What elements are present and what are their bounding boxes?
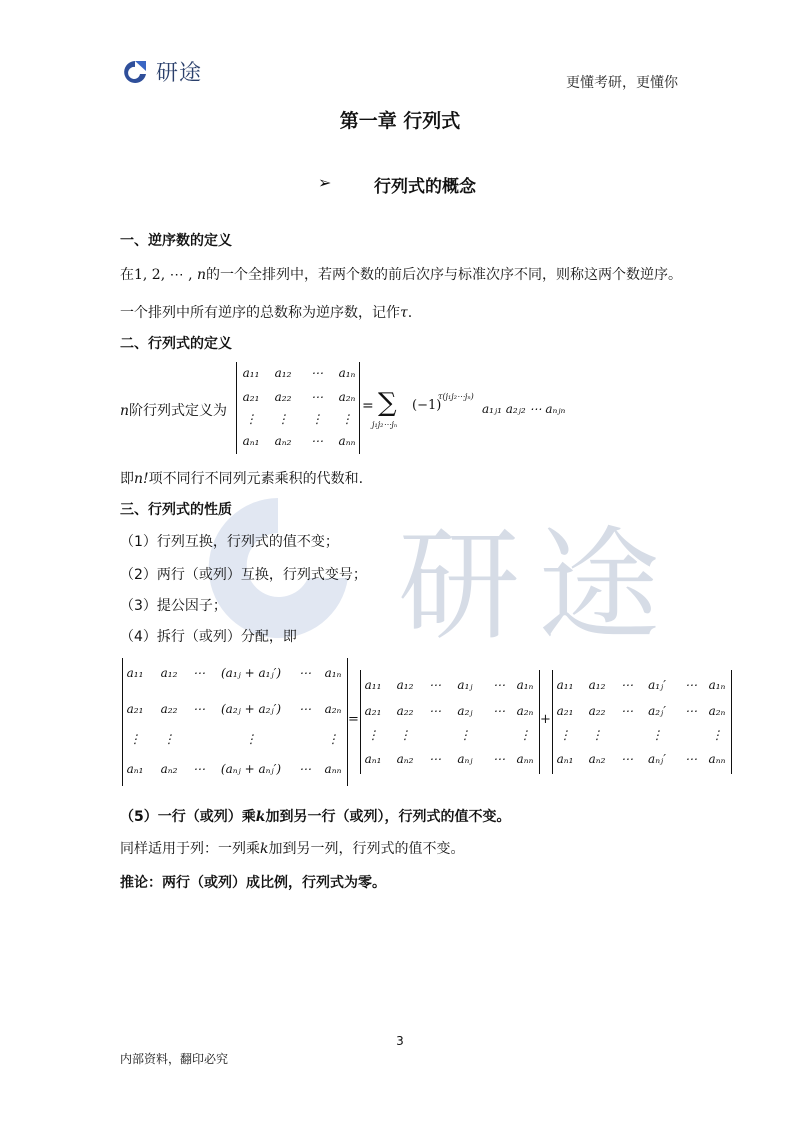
heading-inversion: 一、逆序数的定义 bbox=[120, 233, 232, 249]
matrix-entry: ⋯ bbox=[311, 434, 323, 448]
matrix-entry: ⋮ bbox=[245, 732, 257, 746]
matrix-entry: aₙ₂ bbox=[160, 762, 178, 776]
det-def-label bbox=[120, 400, 227, 420]
matrix-entry: ⋯ bbox=[429, 704, 441, 718]
matrix-entry: aₙₙ bbox=[324, 762, 342, 776]
property-item: （1）行列互换，行列式的值不变； bbox=[120, 534, 339, 550]
math-tau: τ bbox=[400, 305, 408, 321]
sign-exponent: τ(j₁j₂⋯jₙ) bbox=[438, 392, 474, 401]
matrix-entry: ⋯ bbox=[621, 678, 633, 692]
matrix-entry: ⋯ bbox=[685, 704, 697, 718]
matrix-entry: ⋮ bbox=[245, 412, 257, 426]
matrix-entry: ⋯ bbox=[493, 704, 505, 718]
matrix-entry: ⋮ bbox=[277, 412, 289, 426]
brand-logo bbox=[120, 56, 202, 87]
matrix-entry: a₂₁ bbox=[242, 390, 260, 404]
matrix-entry: ⋯ bbox=[299, 666, 311, 680]
matrix-entry: a₂₂ bbox=[160, 702, 178, 716]
page-number: 3 bbox=[396, 1034, 404, 1048]
matrix-entry: aₙ₂ bbox=[588, 752, 606, 766]
matrix-entry: a₂₂ bbox=[588, 704, 606, 718]
matrix-entry: ⋯ bbox=[621, 704, 633, 718]
matrix-entry: aₙ₁ bbox=[364, 752, 382, 766]
matrix-entry: ⋮ bbox=[327, 732, 339, 746]
matrix-entry: aₙⱼ′ bbox=[648, 752, 666, 766]
matrix-entry: a₂₁ bbox=[126, 702, 144, 716]
matrix-entry: ⋯ bbox=[193, 702, 205, 716]
matrix-entry: ⋯ bbox=[299, 762, 311, 776]
matrix-entry: ⋮ bbox=[129, 732, 141, 746]
matrix-entry: ⋯ bbox=[493, 752, 505, 766]
matrix-entry: ⋯ bbox=[311, 366, 323, 380]
matrix-entry: aₙ₁ bbox=[126, 762, 144, 776]
math-nfact: n! bbox=[134, 471, 149, 487]
property-item: （3）提公因子； bbox=[120, 598, 227, 614]
matrix-entry: ⋮ bbox=[459, 728, 471, 742]
matrix-entry: ⋯ bbox=[685, 752, 697, 766]
logo-text: 研途 bbox=[156, 61, 203, 86]
sum-index: j₁j₂⋯jₙ bbox=[372, 420, 398, 429]
matrix-entry: a₁ₙ bbox=[324, 666, 342, 680]
footer-note: 内部资料，翻印必究 bbox=[120, 1052, 229, 1066]
text: 即 bbox=[120, 471, 134, 487]
sign-term: (−1) bbox=[412, 398, 442, 413]
matrix-entry: a₁ₙ bbox=[338, 366, 356, 380]
property-item: （2）两行（或列）互换，行列式变号； bbox=[120, 567, 367, 583]
text: （5）一行（或列）乘 bbox=[120, 809, 256, 825]
matrix-entry: aₙ₁ bbox=[242, 434, 260, 448]
matrix-entry: (a₂ⱼ + a₂ⱼ′) bbox=[220, 702, 282, 716]
text: 一个排列中所有逆序的总数称为逆序数，记作 bbox=[120, 305, 400, 321]
matrix-entry: a₁₂ bbox=[588, 678, 606, 692]
matrix-entry: a₂ₙ bbox=[338, 390, 356, 404]
determinant-definition bbox=[236, 362, 360, 454]
matrix-entry: ⋮ bbox=[367, 728, 379, 742]
paragraph-inversion-count bbox=[120, 302, 412, 322]
matrix-entry: ⋯ bbox=[429, 752, 441, 766]
corollary: 推论：两行（或列）成比例，行列式为零。 bbox=[120, 875, 386, 891]
matrix-entry: a₂ⱼ bbox=[457, 704, 473, 718]
matrix-entry: ⋯ bbox=[429, 678, 441, 692]
section-bullet-icon: ➢ bbox=[318, 173, 332, 192]
matrix-entry: aₙ₂ bbox=[274, 434, 292, 448]
text: 的一个全排列中，若两个数的前后次序与标准次序不同，则称这两个数逆序。 bbox=[206, 267, 682, 283]
section-title: 行列式的概念 bbox=[374, 177, 476, 197]
matrix-entry: a₂₂ bbox=[396, 704, 414, 718]
determinant-split-right bbox=[552, 670, 732, 774]
matrix-entry: (aₙⱼ + aₙⱼ′) bbox=[220, 762, 282, 776]
matrix-entry: ⋮ bbox=[341, 412, 353, 426]
text: . bbox=[407, 305, 413, 321]
header-slogan: 更懂考研，更懂你 bbox=[566, 75, 678, 91]
matrix-entry: a₁ⱼ bbox=[457, 678, 473, 692]
math-k: k bbox=[260, 841, 269, 857]
matrix-entry: aₙₙ bbox=[338, 434, 356, 448]
matrix-entry: a₁₁ bbox=[126, 666, 144, 680]
matrix-entry: ⋮ bbox=[519, 728, 531, 742]
matrix-entry: aₙₙ bbox=[516, 752, 534, 766]
equals-sign: = bbox=[362, 398, 374, 414]
matrix-entry: a₁₁ bbox=[242, 366, 260, 380]
matrix-entry: a₂₂ bbox=[274, 390, 292, 404]
matrix-entry: a₁₂ bbox=[160, 666, 178, 680]
matrix-entry: a₂ₙ bbox=[516, 704, 534, 718]
math-n: n bbox=[196, 267, 206, 283]
matrix-entry: (a₁ⱼ + a₁ⱼ′) bbox=[220, 666, 282, 680]
equals-sign: = bbox=[348, 712, 359, 727]
matrix-entry: a₁₂ bbox=[274, 366, 292, 380]
text: 加到另一行（或列），行列式的值不变。 bbox=[265, 809, 511, 825]
paragraph-det-note bbox=[120, 468, 363, 488]
matrix-entry: a₁ₙ bbox=[708, 678, 726, 692]
matrix-entry: aₙ₁ bbox=[556, 752, 574, 766]
determinant-split-left bbox=[122, 658, 348, 786]
heading-properties: 三、行列式的性质 bbox=[120, 502, 232, 518]
matrix-entry: ⋮ bbox=[711, 728, 723, 742]
paragraph-same-for-columns bbox=[120, 838, 464, 858]
paragraph-inversion-def bbox=[120, 264, 682, 284]
matrix-entry: a₁ₙ bbox=[516, 678, 534, 692]
matrix-entry: aₙ₂ bbox=[396, 752, 414, 766]
matrix-entry: a₂ⱼ′ bbox=[648, 704, 666, 718]
chapter-title: 第一章 行列式 bbox=[339, 110, 461, 132]
determinant-split-mid bbox=[360, 670, 540, 774]
matrix-entry: ⋮ bbox=[591, 728, 603, 742]
matrix-entry: ⋯ bbox=[193, 762, 205, 776]
matrix-entry: ⋮ bbox=[399, 728, 411, 742]
text: 项不同行不同列元素乘积的代数和. bbox=[148, 471, 364, 487]
matrix-entry: a₁₂ bbox=[396, 678, 414, 692]
matrix-entry: ⋯ bbox=[193, 666, 205, 680]
matrix-entry: ⋮ bbox=[311, 412, 323, 426]
plus-sign: + bbox=[540, 712, 551, 727]
matrix-entry: ⋯ bbox=[685, 678, 697, 692]
matrix-entry: a₂₁ bbox=[364, 704, 382, 718]
sum-symbol: ∑ bbox=[378, 388, 397, 418]
matrix-entry: a₂₁ bbox=[556, 704, 574, 718]
math-k: k bbox=[255, 809, 266, 825]
watermark-text: 研途 bbox=[398, 515, 678, 657]
math-seq: 1, 2, ⋯ , bbox=[134, 267, 197, 283]
matrix-entry: ⋯ bbox=[311, 390, 323, 404]
matrix-entry: aₙⱼ bbox=[457, 752, 473, 766]
text: 阶行列式定义为 bbox=[129, 403, 228, 419]
matrix-entry: a₁ⱼ′ bbox=[648, 678, 666, 692]
math-n: n bbox=[120, 403, 130, 419]
matrix-entry: ⋮ bbox=[163, 732, 175, 746]
matrix-entry: ⋮ bbox=[651, 728, 663, 742]
matrix-entry: a₁₁ bbox=[556, 678, 574, 692]
property-item-5 bbox=[120, 806, 510, 826]
text: 同样适用于列：一列乘 bbox=[120, 841, 260, 857]
matrix-entry: ⋯ bbox=[299, 702, 311, 716]
heading-determinant-def: 二、行列式的定义 bbox=[120, 336, 232, 352]
text: 在 bbox=[120, 267, 134, 283]
matrix-entry: ⋮ bbox=[559, 728, 571, 742]
product-term: a₁ⱼ₁ a₂ⱼ₂ ⋯ aₙⱼₙ bbox=[482, 402, 566, 416]
matrix-entry: a₂ₙ bbox=[324, 702, 342, 716]
matrix-entry: ⋯ bbox=[493, 678, 505, 692]
text: 加到另一列，行列式的值不变。 bbox=[268, 841, 465, 857]
property-item: （4）拆行（或列）分配，即 bbox=[120, 629, 297, 645]
matrix-entry: ⋯ bbox=[621, 752, 633, 766]
logo-icon bbox=[120, 58, 150, 86]
matrix-entry: a₁₁ bbox=[364, 678, 382, 692]
matrix-entry: aₙₙ bbox=[708, 752, 726, 766]
matrix-entry: a₂ₙ bbox=[708, 704, 726, 718]
